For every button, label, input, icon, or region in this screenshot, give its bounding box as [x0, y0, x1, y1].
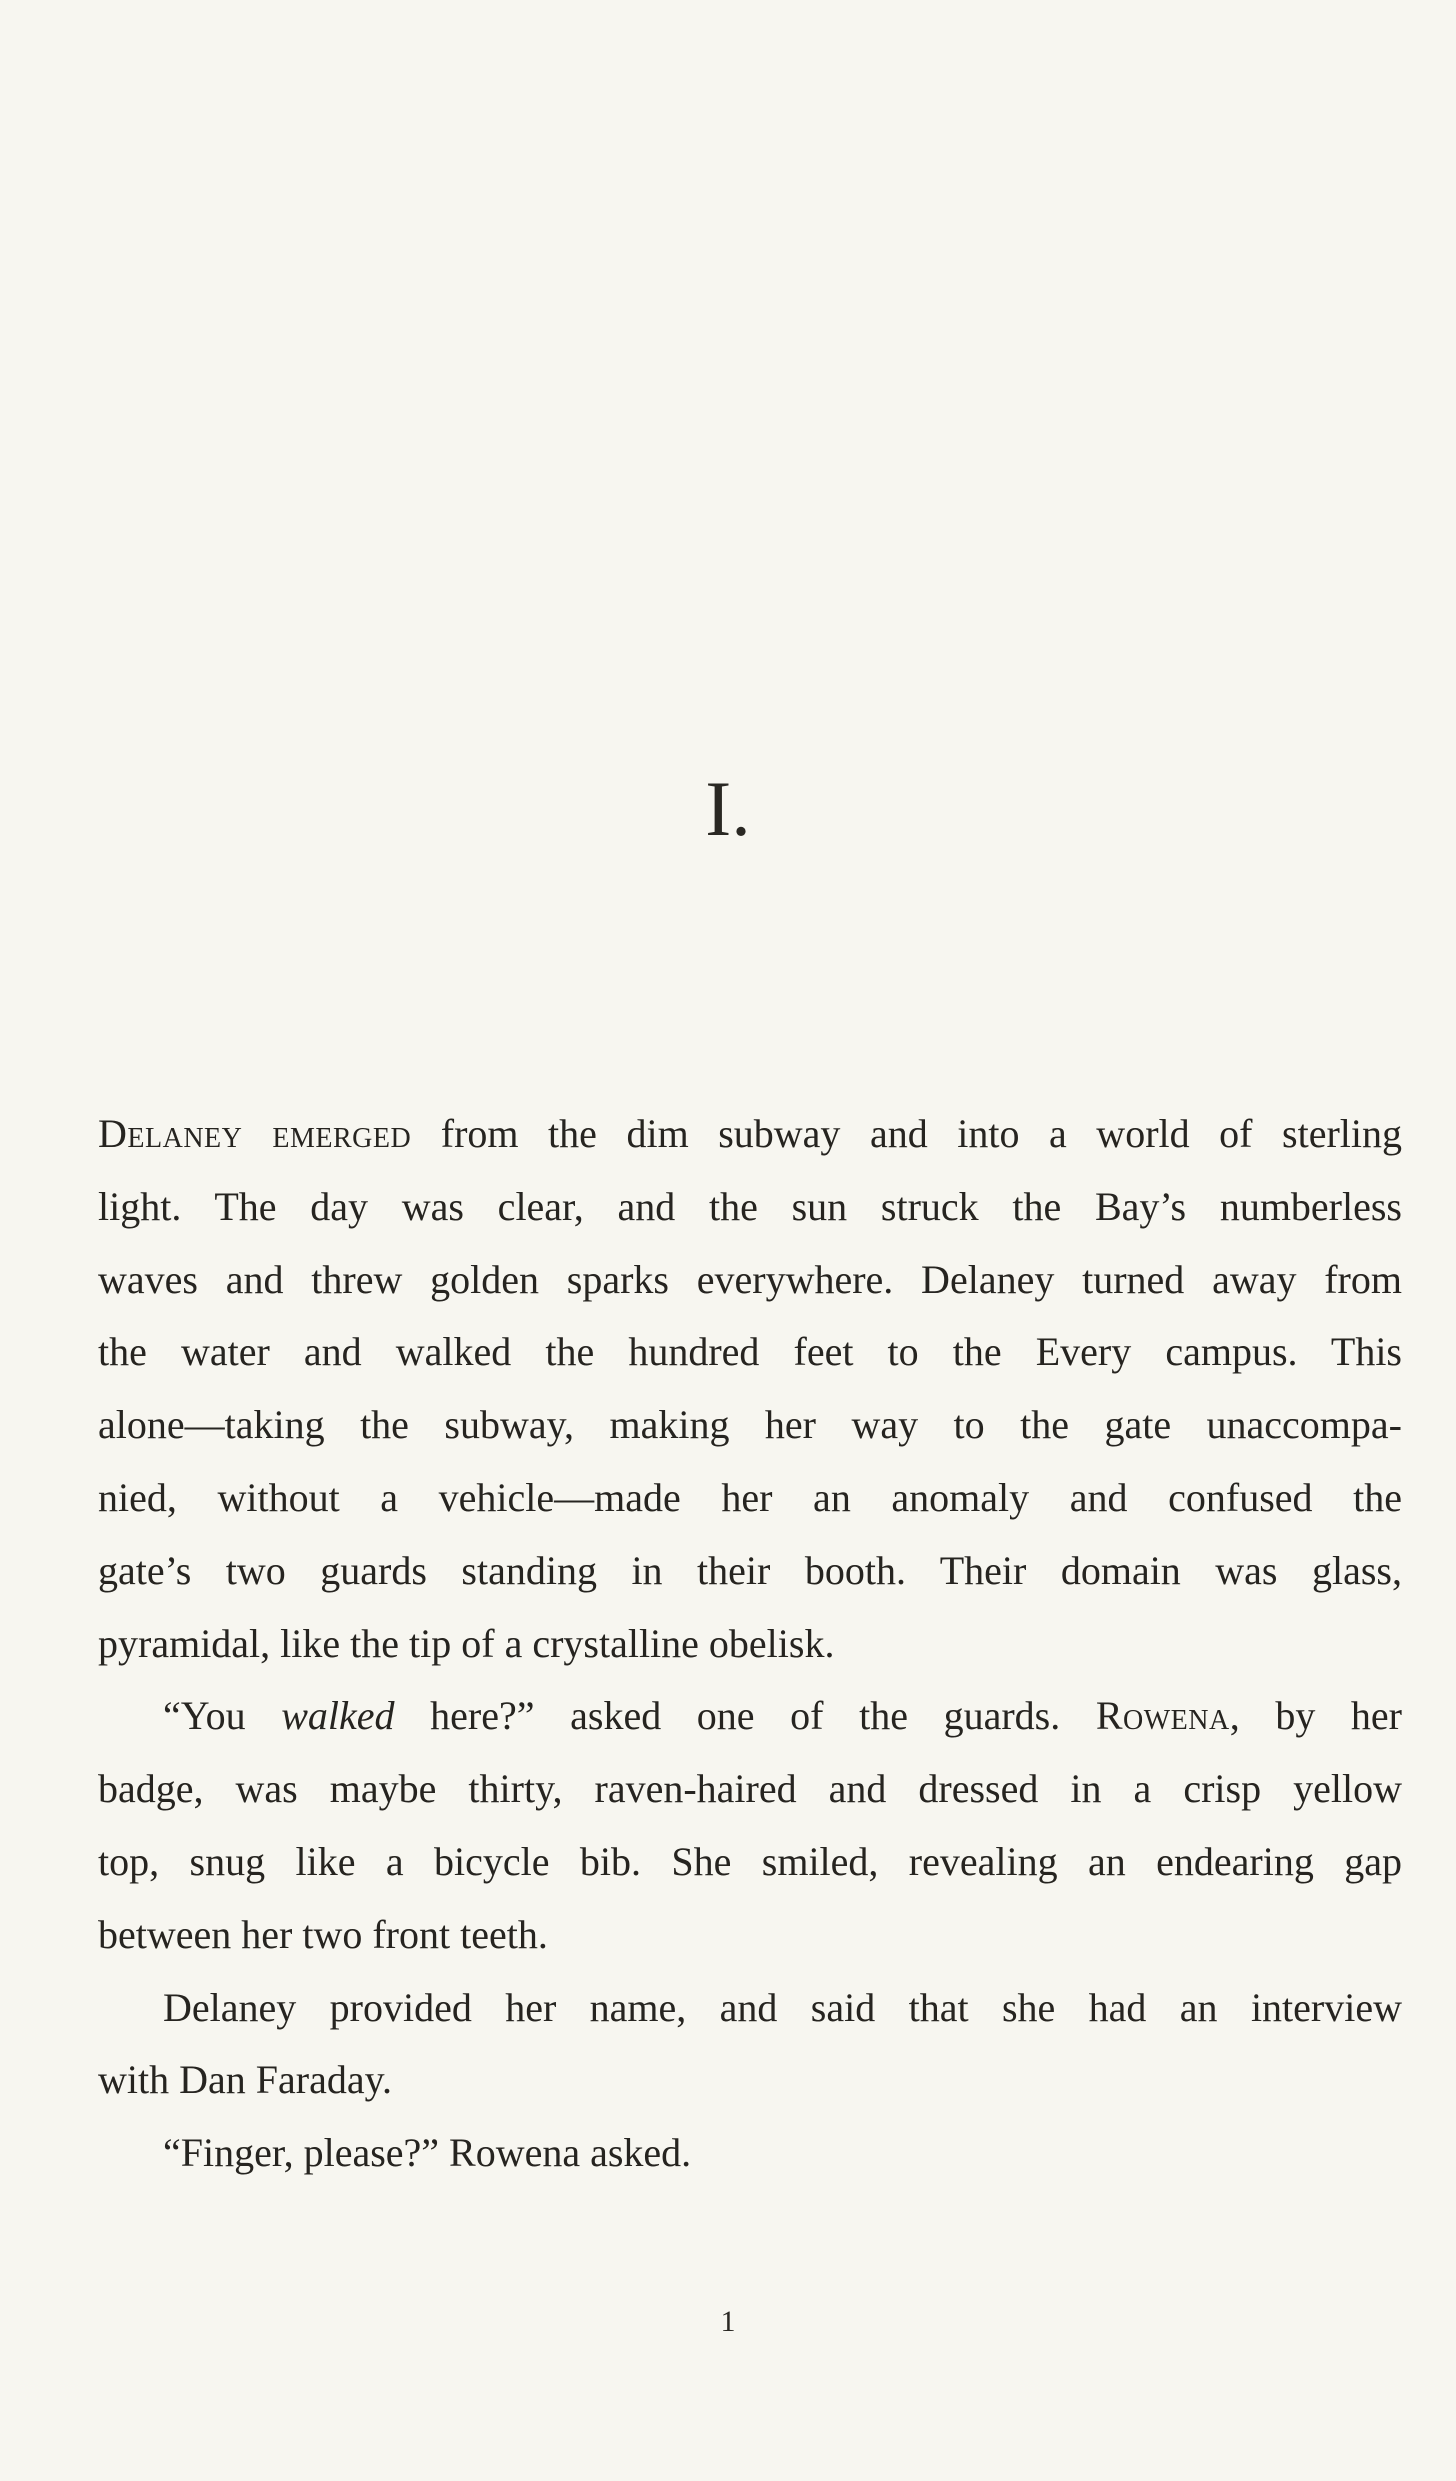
- line-text: from the dim subway and into a world of sterling: [411, 1111, 1402, 1156]
- chapter-number: I.: [705, 765, 751, 852]
- emphasis-text: walked: [281, 1693, 395, 1739]
- text-line: top, snug like a bicycle bib. She smiled, revealing an endearing gap: [98, 1838, 1402, 1884]
- text-line: badge, was maybe thirty, raven-haired and dressed in a crisp yellow: [98, 1766, 1402, 1812]
- body-text: [98, 1098, 1402, 2190]
- text-line: the water and walked the hundred feet to the Every campus. This: [98, 1329, 1402, 1375]
- paragraph-2: [98, 1680, 1402, 1971]
- text-line: [98, 2117, 1402, 2190]
- paragraph-4: [98, 2117, 1402, 2190]
- text-line: nied, without a vehicle—made her an anomaly and confused the: [98, 1474, 1402, 1520]
- line-text: , by her: [1229, 1693, 1402, 1739]
- character-name: Rowena: [1095, 1693, 1230, 1739]
- text-line: [98, 1098, 1402, 1171]
- line-text: here?” asked one of the guards.: [394, 1693, 1096, 1739]
- page-number: 1: [720, 2305, 736, 2338]
- text-line: [98, 1972, 1402, 2045]
- opening-words: Delaney emerged: [98, 1111, 412, 1156]
- text-line: alone—taking the subway, making her way to the gate unaccompa-: [98, 1402, 1402, 1448]
- paragraph-1: [98, 1098, 1402, 1680]
- text-line: with Dan Faraday.: [98, 2057, 392, 2103]
- paragraph-3: [98, 1972, 1402, 2118]
- line-text: “You: [163, 1693, 282, 1739]
- text-line: gate’s two guards standing in their booth. Their domain was glass,: [98, 1547, 1402, 1593]
- text-line: between her two front teeth.: [98, 1911, 548, 1957]
- text-line: [98, 1680, 1402, 1753]
- text-line: pyramidal, like the tip of a crystalline obelisk.: [98, 1620, 835, 1666]
- text-line: light. The day was clear, and the sun struck the Bay’s numberless: [98, 1183, 1402, 1229]
- line-text: Delaney provided her name, and said that she had an interview: [163, 1984, 1402, 2030]
- line-text: “Finger, please?” Rowena asked.: [163, 2130, 692, 2176]
- text-line: waves and threw golden sparks everywhere. Delaney turned away from: [98, 1256, 1402, 1302]
